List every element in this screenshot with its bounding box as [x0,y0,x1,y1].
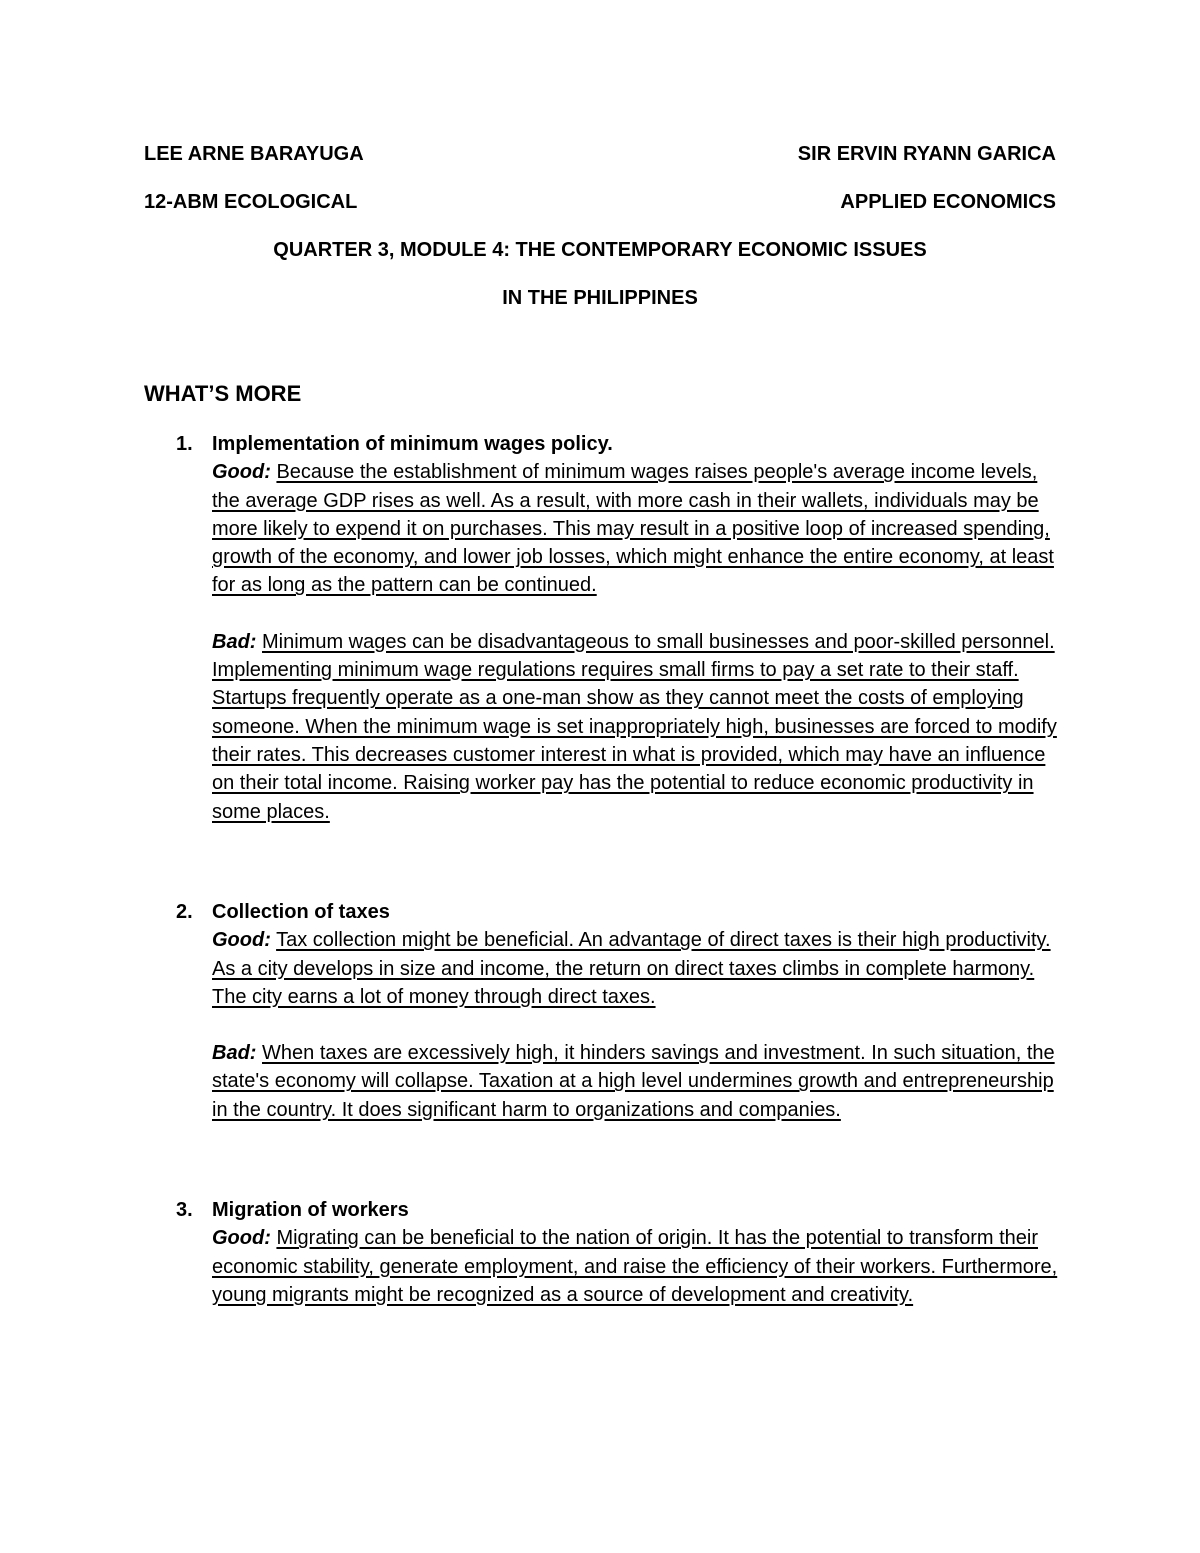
item-number: 2. [176,901,193,923]
item-title: Migration of workers [212,1199,409,1221]
teacher-name: SIR ERVIN RYANN GARICA [797,143,1056,165]
document-title-line-2: IN THE PHILIPPINES [502,287,698,309]
good-text: Migrating can be beneficial to the nation of origin. It has the potential to transform their economic stability, generate employment, and raise the efficiency of their workers. Furthermore, young migrants might be recognized as a source of development and creativity. [212,1227,1058,1306]
good-paragraph [212,1224,1066,1309]
good-label: Good: [212,1227,271,1250]
bad-paragraph [212,1039,1066,1124]
good-text: Tax collection might be beneficial. An advantage of direct taxes is their high productivity. As a city develops in size and income, the return on direct taxes climbs in complete harmony. The city earns a lot of money through direct taxes. [212,929,1051,1008]
header-row-class [144,190,1056,214]
good-paragraph [212,926,1066,1011]
subject-name: APPLIED ECONOMICS [840,191,1056,213]
bad-label: Bad: [212,1042,257,1065]
bad-text: Minimum wages can be disadvantageous to small businesses and poor-skilled personnel. Implementing minimum wage regulations requires small firms to pay a set rate to their staff. Startups frequently operate as a one-man show as they cannot meet the costs of employing someone. When the minimum wage is set inappropriately high, businesses are forced to modify their rates. This decreases customer interest in what is provided, which may have an influence on their total income. Raising worker pay has the potential to reduce economic productivity in some places. [212,630,1057,823]
item-number: 3. [176,1199,193,1221]
student-name: LEE ARNE BARAYUGA [144,143,364,165]
header-row-names [144,142,1056,166]
item-title: Implementation of minimum wages policy. [212,433,613,455]
document-title-line-1: QUARTER 3, MODULE 4: THE CONTEMPORARY ECONOMIC ISSUES [273,239,927,261]
list-item-migration [176,1196,1066,1309]
item-number: 1. [176,433,193,455]
list-item-minimum-wages [176,430,1066,826]
good-label: Good: [212,461,271,484]
bad-text: When taxes are excessively high, it hinders savings and investment. In such situation, the state's economy will collapse. Taxation at a high level undermines growth and entrepreneurship in the country. It does significant harm to organizations and companies. [212,1042,1055,1121]
list-item-taxes [176,898,1066,1124]
good-text: Because the establishment of minimum wages raises people's average income levels, the average GDP rises as well. As a result, with more cash in their wallets, individuals may be more likely to expend it on purchases. This may result in a positive loop of increased spending, growth of the economy, and lower job losses, which might enhance the entire economy, at least for as long as the pattern can be continued. [212,461,1054,597]
bad-label: Bad: [212,630,257,653]
item-title: Collection of taxes [212,901,390,923]
good-label: Good: [212,929,271,952]
bad-paragraph [212,628,1066,826]
good-paragraph [212,458,1066,599]
section-heading: WHAT’S MORE [144,381,302,406]
class-section: 12-ABM ECOLOGICAL [144,191,358,213]
